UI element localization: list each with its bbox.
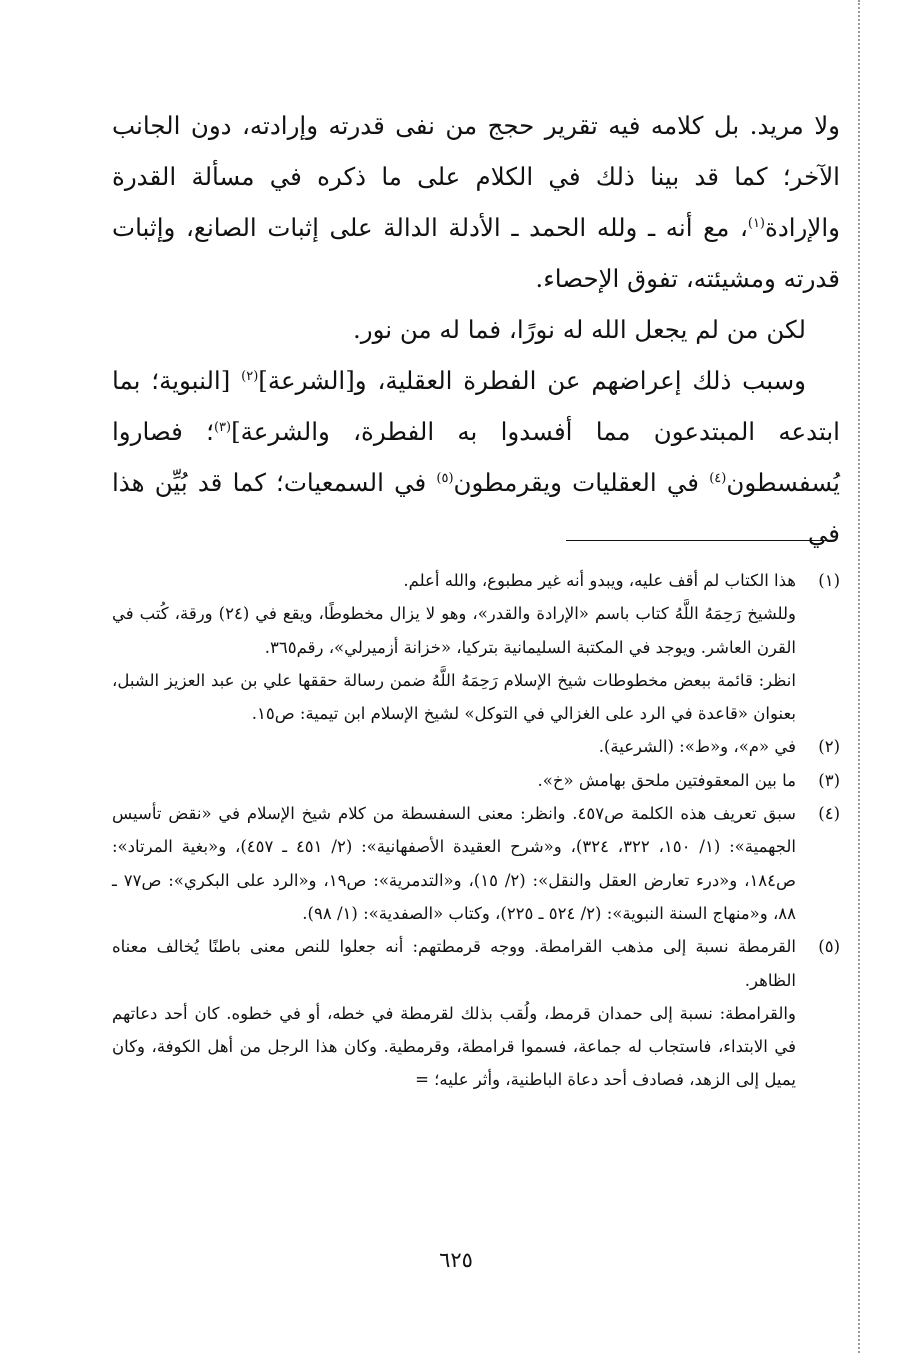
footnote [112, 930, 840, 1096]
text-run: [النبوية؛ بما ابتدعه المبتدعون مما أفسدوا به الفطرة، والشرعة] [112, 366, 840, 446]
footnote-paragraph: والقرامطة: نسبة إلى حمدان قرمط، ولُقب بذلك لقرمطة في خطه، أو في خطوه. كان أحد دعاتهم في الابتداء، فاستجاب له جماعة، فسموا قرامطة، وقرمطية. وكان هذا الرجل من أهل الكوفة، وكان يميل إلى الزهد، فصادف أحد دعاة الباطنية، وأثر عليه؛ = [112, 1003, 796, 1090]
footnote-ref: (٣) [213, 419, 232, 435]
main-paragraph [112, 355, 840, 559]
text-run: في العقليات ويقرمطون [453, 468, 710, 497]
footnote-body [112, 564, 796, 730]
footnote-ref: (٢) [241, 368, 259, 384]
footnote-number: (٣) [818, 770, 840, 790]
footnote-body [112, 930, 796, 1096]
page-number: ٦٢٥ [439, 1248, 473, 1272]
footnote-body [112, 730, 796, 763]
footnote [112, 564, 840, 730]
footnote-paragraph: انظر: قائمة ببعض مخطوطات شيخ الإسلام رَحِمَهُ اللَّهُ ضمن رسالة حققها علي بن عبد العزيز الشبل، بعنوان «قاعدة في الرد على الغزالي في التوكل» لشيخ الإسلام ابن تيمية: ص١٥. [112, 670, 796, 724]
footnote-number: (٢) [818, 737, 840, 757]
footnote-paragraph: وللشيخ رَحِمَهُ اللَّهُ كتاب باسم «الإرادة والقدر»، وهو لا يزال مخطوطًا، ويقع في (٢٤) ورقة، كُتب في القرن العاشر. ويوجد في المكتبة السليمانية بتركيا، «خزانة أزميرلي»، رقم٣٦٥. [112, 604, 797, 657]
text-run: ، مع أنه ـ ولله الحمد ـ الأدلة الدالة على إثبات الصانع، وإثبات قدرته ومشيئته، تفوق الإحصاء. [112, 213, 840, 293]
footnote-paragraph: هذا الكتاب لم أقف عليه، ويبدو أنه غير مطبوع، والله أعلم. [403, 571, 796, 590]
footnote [112, 764, 840, 797]
footnote-paragraph: القرمطة نسبة إلى مذهب القرامطة. ووجه قرمطتهم: أنه جعلوا للنص معنى باطنًا يُخالف معناه الظاهر. [112, 937, 796, 990]
text-run: وسبب ذلك إعراضهم عن الفطرة العقلية، و[الشرعة] [258, 366, 806, 395]
footnote-separator [566, 540, 828, 541]
text-run: ؛ فصاروا يُسفسطون [112, 417, 840, 497]
footnote [112, 797, 840, 930]
main-paragraph [112, 100, 840, 304]
footnote [112, 730, 840, 763]
text-run: ولا مريد. بل كلامه فيه تقرير حجج من نفى قدرته وإرادته، دون الجانب الآخر؛ كما قد بينا ذلك في الكلام على ما ذكره في مسألة القدرة والإرادة [112, 111, 840, 242]
footnote-number: (٥) [818, 937, 840, 957]
main-text [112, 100, 840, 559]
footnote-paragraph: سبق تعريف هذه الكلمة ص٤٥٧. وانظر: معنى السفسطة من كلام شيخ الإسلام في «نقض تأسيس الجهمية»: (١/ ١٥٠، ٣٢٢، ٣٢٤)، و«شرح العقيدة الأصفهانية»: (٢/ ٤٥١ ـ ٤٥٧)، و«بغية المرتاد»: ص١٨٤، و«درء تعارض العقل والنقل»: (٢/ ١٥)، و«التدمرية»: ص١٩، و«الرد على البكري»: ص٧٧ ـ ٨٨، و«منهاج السنة النبوية»: (٢/ ٥٢٤ ـ ٢٢٥)، وكتاب «الصفدية»: (١/ ٩٨). [112, 804, 796, 923]
footnote-ref: (١) [747, 215, 765, 231]
footnote-body [112, 797, 796, 930]
footnote-ref: (٤) [709, 470, 727, 486]
footnote-paragraph: ما بين المعقوفتين ملحق بهامش «خ». [537, 770, 796, 790]
footnote-paragraph: في «م»، و«ط»: (الشرعية). [598, 737, 796, 757]
footnote-ref: (٥) [436, 470, 454, 486]
footnote-body [112, 764, 796, 797]
main-paragraph: لكن من لم يجعل الله له نورًا، فما له من نور. [352, 315, 806, 344]
page-edge-dots [858, 0, 860, 1353]
footnotes [112, 564, 840, 1097]
footnote-number: (١) [818, 571, 840, 590]
text-run: في السمعيات؛ كما قد بُيِّن هذا في [112, 468, 840, 548]
footnote-number: (٤) [818, 804, 840, 824]
